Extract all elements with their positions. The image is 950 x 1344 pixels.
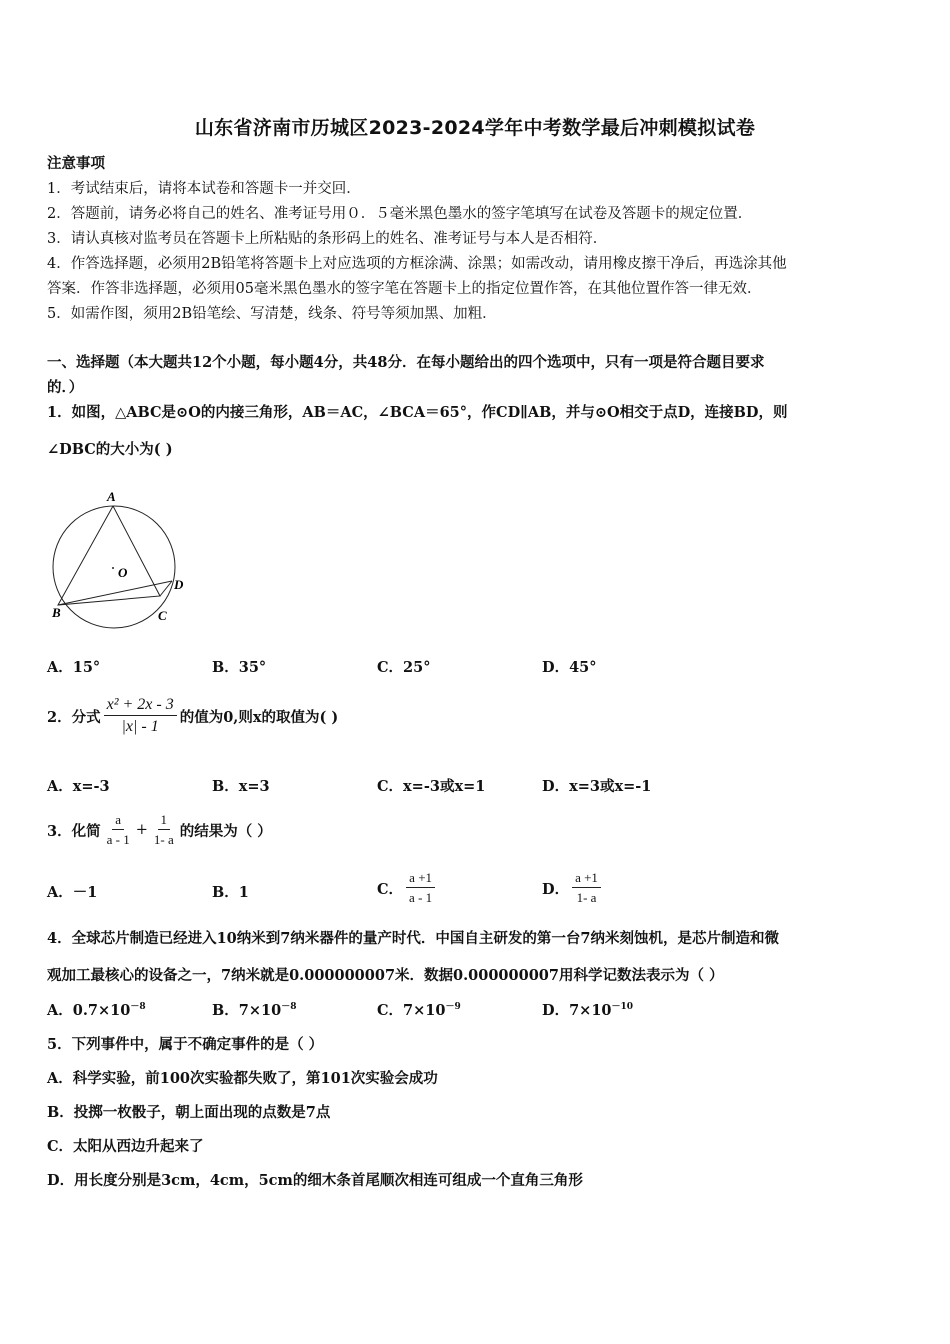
- q4-option-d-exponent: －10: [611, 1002, 634, 1012]
- q4-option-c-exponent: －9: [445, 1002, 461, 1012]
- q2-suffix: 的值为0,则x的取值为( ): [179, 708, 339, 726]
- q3-option-c-denominator: a - 1: [409, 890, 433, 905]
- q4-option-b-base: B．7×10: [212, 1002, 282, 1019]
- notice-item: 5．如需作图，须用2B铅笔绘、写清楚，线条、符号等须加黑、加粗．: [47, 306, 497, 322]
- q3-plus: +: [135, 822, 148, 838]
- q3-fraction-1: [104, 812, 133, 848]
- q3-f2-denominator: 1- a: [153, 832, 174, 847]
- notice-item: 3．请认真核对监考员在答题卡上所粘贴的条形码上的姓名、准考证号与本人是否相符．: [47, 231, 608, 247]
- q5-option-c[interactable]: C．太阳从西边升起来了: [47, 1138, 204, 1155]
- q4-option-a[interactable]: [47, 999, 146, 1020]
- notice-heading: 注意事项: [47, 155, 105, 172]
- q2-denominator: |x| - 1: [121, 718, 159, 735]
- q5-stem: 5．下列事件中，属于不确定事件的是（ ）: [47, 1036, 324, 1053]
- q4-stem-cont: 观加工最核心的设备之一，7纳米就是0.000000007米．数据0.000000007用科学记数法表示为（ ）: [47, 967, 724, 984]
- q2-option-b[interactable]: B．x=3: [212, 778, 270, 795]
- q3-option-d[interactable]: [542, 866, 604, 910]
- q3-option-d-denominator: 1- a: [576, 890, 597, 905]
- circle-o: [53, 506, 175, 628]
- q3-option-a[interactable]: A．－1: [47, 884, 98, 901]
- notice-item: 4．作答选择题，必须用2B铅笔将答题卡上对应选项的方框涂满、涂黑；如需改动，请用橡皮擦干净后，再选涂其他: [47, 256, 787, 272]
- q4-option-b-exponent: －8: [281, 1002, 297, 1012]
- notice-item: 答案．作答非选择题，必须用05毫米黑色墨水的签字笔在答题卡上的指定位置作答，在其他位置作答一律无效．: [47, 281, 762, 297]
- notice-item: 1．考试结束后，请将本试卷和答题卡一并交回．: [47, 181, 361, 197]
- label-d: D: [174, 577, 184, 592]
- q3-option-c[interactable]: [377, 866, 438, 910]
- section-heading: 一、选择题（本大题共12个小题，每小题4分，共48分．在每小题给出的四个选项中，只有一项是符合题目要求: [47, 354, 765, 371]
- q2-fraction: [104, 696, 177, 736]
- triangle-abc: [58, 506, 160, 605]
- label-b: B: [52, 605, 61, 620]
- q4-option-a-exponent: －8: [130, 1002, 146, 1012]
- q2-numerator: x² + 2x - 3: [104, 696, 177, 716]
- q3-stem: [47, 808, 272, 852]
- q3-option-d-numerator: a +1: [572, 870, 601, 888]
- q3-suffix: 的结果为（ ）: [179, 822, 272, 840]
- q2-stem: [47, 692, 338, 740]
- q2-option-c[interactable]: C．x=-3或x=1: [377, 778, 486, 795]
- q3-f2-numerator: 1: [158, 812, 171, 830]
- q3-fraction-2: [151, 812, 177, 848]
- q2-prefix: 2．分式: [47, 708, 101, 726]
- segment-bd: [58, 581, 172, 605]
- q4-option-a-base: A．0.7×10: [47, 1002, 131, 1019]
- q1-option-c[interactable]: C．25°: [377, 659, 431, 676]
- q3-option-b[interactable]: B．1: [212, 884, 249, 901]
- q4-option-b[interactable]: [212, 999, 296, 1020]
- q3-f1-numerator: a: [112, 812, 124, 830]
- notice-item: 2．答题前，请务必将自己的姓名、准考证号用０．５毫米黑色墨水的签字笔填写在试卷及答题卡的规定位置．: [47, 206, 753, 222]
- q3-f1-denominator: a - 1: [106, 832, 130, 847]
- q4-option-c[interactable]: [377, 999, 461, 1020]
- q3-option-c-numerator: a +1: [406, 870, 435, 888]
- q3-option-c-fraction: [406, 870, 435, 906]
- q5-option-d[interactable]: D．用长度分别是3cm，4cm，5cm的细木条首尾顺次相连可组成一个直角三角形: [47, 1172, 583, 1189]
- section-heading-cont: 的．）: [47, 379, 84, 396]
- q1-option-b[interactable]: B．35°: [212, 659, 267, 676]
- q1-option-a[interactable]: A．15°: [47, 659, 101, 676]
- label-o: O: [118, 565, 128, 580]
- q2-option-a[interactable]: A．x=-3: [47, 778, 110, 795]
- q1-geometry-figure: [40, 483, 200, 633]
- q3-option-d-fraction: [572, 870, 601, 906]
- q4-stem: 4．全球芯片制造已经进入10纳米到7纳米器件的量产时代．中国自主研发的第一台7纳米刻蚀机，是芯片制造和微: [47, 930, 779, 947]
- center-dot: [112, 567, 114, 569]
- page-title: 山东省济南市历城区2023-2024学年中考数学最后冲刺模拟试卷: [194, 117, 756, 139]
- q1-option-d[interactable]: D．45°: [542, 659, 597, 676]
- q1-stem-cont: ∠DBC的大小为( ): [47, 441, 173, 458]
- q5-option-a[interactable]: A．科学实验，前100次实验都失败了，第101次实验会成功: [47, 1070, 438, 1087]
- q4-option-d[interactable]: [542, 999, 633, 1020]
- q4-option-d-base: D．7×10: [542, 1002, 612, 1019]
- q4-option-c-base: C．7×10: [377, 1002, 446, 1019]
- label-c: C: [158, 608, 167, 623]
- q3-option-d-label: D．: [542, 880, 570, 898]
- q2-option-d[interactable]: D．x=3或x=-1: [542, 778, 652, 795]
- q1-stem: 1．如图，△ABC是⊙O的内接三角形，AB＝AC，∠BCA＝65°，作CD∥AB，并与⊙O相交于点D，连接BD，则: [47, 404, 788, 421]
- label-a: A: [107, 489, 116, 504]
- q3-prefix: 3．化简: [47, 822, 101, 840]
- q5-option-b[interactable]: B．投掷一枚骰子，朝上面出现的点数是7点: [47, 1104, 331, 1121]
- q3-option-c-label: C．: [377, 880, 404, 898]
